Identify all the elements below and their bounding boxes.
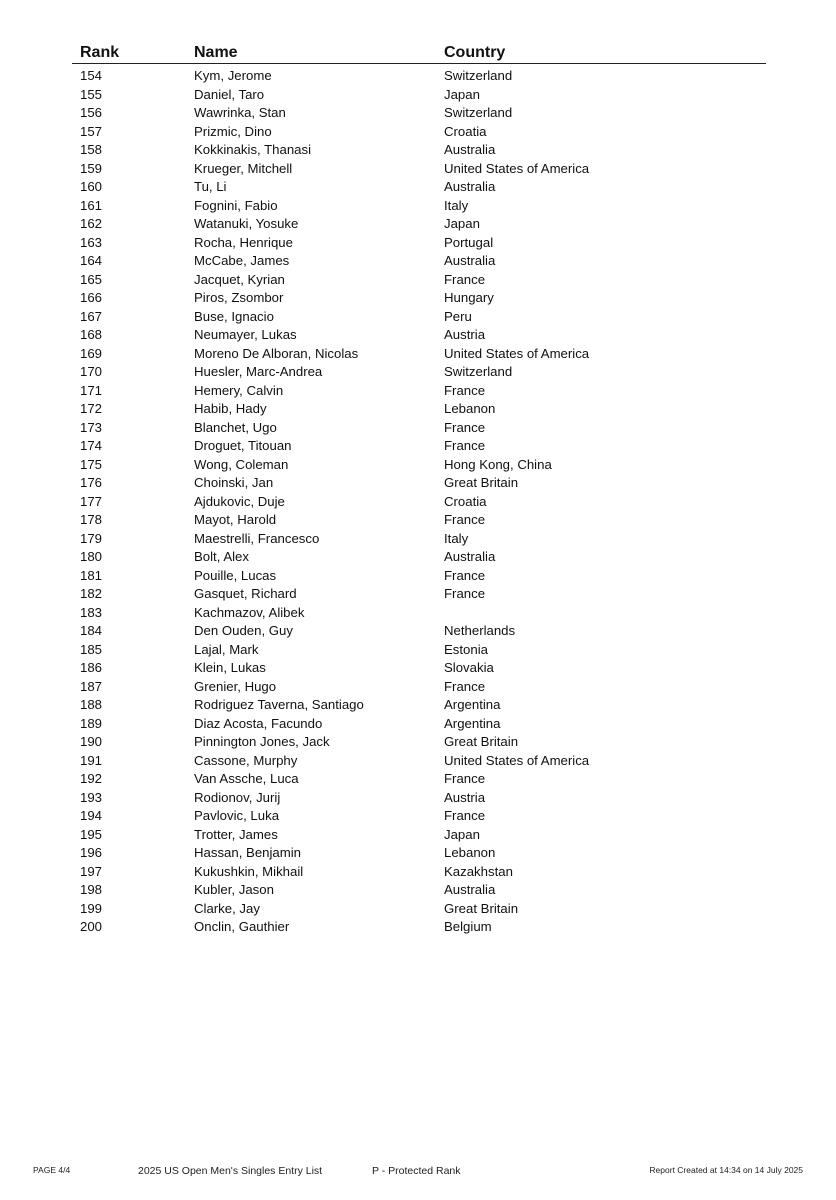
name-cell: Cassone, Murphy bbox=[194, 752, 298, 768]
rank-cell: 188 bbox=[80, 697, 103, 712]
name-cell: Kukushkin, Mikhail bbox=[194, 863, 304, 879]
table-row bbox=[72, 141, 766, 160]
table-row bbox=[72, 271, 766, 290]
country-cell: Japan bbox=[444, 826, 480, 842]
rank-cell: 174 bbox=[80, 438, 103, 453]
table-row bbox=[72, 770, 766, 789]
table-row bbox=[72, 678, 766, 697]
table-row bbox=[72, 511, 766, 530]
rank-cell: 184 bbox=[80, 623, 103, 638]
rank-cell: 164 bbox=[80, 253, 103, 268]
rank-cell: 159 bbox=[80, 160, 103, 176]
country-cell: Argentina bbox=[444, 715, 501, 731]
table-row bbox=[72, 178, 766, 197]
country-cell: Hong Kong, China bbox=[444, 456, 552, 472]
rank-cell: 169 bbox=[80, 345, 103, 361]
table-row bbox=[72, 604, 766, 623]
rank-cell: 154 bbox=[80, 68, 103, 83]
table-row bbox=[72, 308, 766, 327]
name-cell: Diaz Acosta, Facundo bbox=[194, 715, 323, 731]
country-cell: Lebanon bbox=[444, 401, 496, 416]
table-row bbox=[72, 918, 766, 937]
name-cell: Van Assche, Luca bbox=[194, 771, 299, 786]
table-row bbox=[72, 234, 766, 253]
country-cell: Estonia bbox=[444, 641, 488, 657]
country-cell: Italy bbox=[444, 197, 469, 213]
column-header-country: Country bbox=[444, 44, 506, 61]
table-row bbox=[72, 400, 766, 419]
rank-cell: 157 bbox=[80, 123, 103, 139]
column-header-rank: Rank bbox=[80, 44, 120, 61]
rank-cell: 180 bbox=[80, 549, 103, 564]
table-row bbox=[72, 715, 766, 734]
rank-cell: 191 bbox=[80, 752, 103, 768]
country-cell: France bbox=[444, 771, 486, 786]
country-cell: Croatia bbox=[444, 123, 487, 139]
name-cell: Jacquet, Kyrian bbox=[194, 271, 285, 287]
country-cell: Slovakia bbox=[444, 660, 494, 675]
rank-cell: 156 bbox=[80, 105, 103, 120]
table-row bbox=[72, 863, 766, 882]
table-row bbox=[72, 641, 766, 660]
country-cell: Hungary bbox=[444, 290, 494, 305]
name-cell: Den Ouden, Guy bbox=[194, 623, 293, 638]
name-cell: Fognini, Fabio bbox=[194, 197, 278, 213]
table-row bbox=[72, 881, 766, 900]
name-cell: Ajdukovic, Duje bbox=[194, 493, 285, 509]
report-created-timestamp: Report Created at 14:34 on 14 July 2025 bbox=[649, 1165, 803, 1175]
country-cell: Italy bbox=[444, 530, 469, 546]
table-row bbox=[72, 86, 766, 105]
country-cell: France bbox=[444, 678, 486, 694]
name-cell: Kym, Jerome bbox=[194, 68, 272, 83]
rank-cell: 198 bbox=[80, 882, 103, 897]
country-cell: Japan bbox=[444, 86, 480, 102]
table-row bbox=[72, 456, 766, 475]
country-cell: France bbox=[444, 382, 486, 398]
rank-cell: 171 bbox=[80, 382, 103, 398]
name-cell: Rodriguez Taverna, Santiago bbox=[194, 697, 364, 712]
rank-cell: 161 bbox=[80, 197, 103, 213]
table-row bbox=[72, 363, 766, 382]
name-cell: Pouille, Lucas bbox=[194, 567, 277, 583]
report-title: 2025 US Open Men's Singles Entry List bbox=[138, 1165, 323, 1177]
table-header bbox=[72, 42, 766, 64]
name-cell: Tu, Li bbox=[194, 179, 227, 194]
rank-cell: 170 bbox=[80, 364, 103, 379]
name-cell: Blanchet, Ugo bbox=[194, 419, 277, 435]
country-cell: Switzerland bbox=[444, 364, 513, 379]
table-row bbox=[72, 382, 766, 401]
table-row bbox=[72, 789, 766, 808]
name-cell: Onclin, Gauthier bbox=[194, 919, 290, 934]
name-cell: Gasquet, Richard bbox=[194, 586, 297, 601]
rank-cell: 176 bbox=[80, 475, 103, 490]
country-cell: Austria bbox=[444, 327, 486, 342]
rank-cell: 186 bbox=[80, 660, 103, 675]
rank-cell: 199 bbox=[80, 900, 103, 916]
name-cell: Grenier, Hugo bbox=[194, 678, 277, 694]
rank-cell: 177 bbox=[80, 493, 103, 509]
table-row bbox=[72, 215, 766, 234]
rank-cell: 165 bbox=[80, 271, 103, 287]
name-cell: Droguet, Titouan bbox=[194, 438, 292, 453]
rank-cell: 167 bbox=[80, 308, 103, 324]
rank-cell: 181 bbox=[80, 567, 103, 583]
name-cell: Neumayer, Lukas bbox=[194, 327, 297, 342]
rank-cell: 196 bbox=[80, 845, 103, 860]
country-cell: Australia bbox=[444, 549, 496, 564]
rank-cell: 195 bbox=[80, 826, 103, 842]
name-cell: Wong, Coleman bbox=[194, 456, 289, 472]
country-cell: United States of America bbox=[444, 345, 590, 361]
name-cell: Hemery, Calvin bbox=[194, 382, 284, 398]
country-cell: Peru bbox=[444, 308, 472, 324]
name-cell: Rocha, Henrique bbox=[194, 234, 293, 250]
country-cell: Australia bbox=[444, 882, 496, 897]
name-cell: Habib, Hady bbox=[194, 401, 267, 416]
name-cell: Krueger, Mitchell bbox=[194, 160, 293, 176]
table-row bbox=[72, 419, 766, 438]
rank-cell: 194 bbox=[80, 808, 103, 823]
rank-cell: 187 bbox=[80, 678, 103, 694]
table-row bbox=[72, 567, 766, 586]
country-cell: Lebanon bbox=[444, 845, 496, 860]
page-number: PAGE 4/4 bbox=[33, 1165, 71, 1175]
rank-cell: 197 bbox=[80, 863, 103, 879]
table-row bbox=[72, 844, 766, 863]
rank-cell: 155 bbox=[80, 86, 103, 102]
rank-cell: 160 bbox=[80, 179, 103, 194]
name-cell: Wawrinka, Stan bbox=[194, 105, 286, 120]
rank-cell: 163 bbox=[80, 234, 103, 250]
name-cell: Kachmazov, Alibek bbox=[194, 604, 305, 620]
name-cell: Watanuki, Yosuke bbox=[194, 216, 299, 231]
table-row bbox=[72, 67, 766, 86]
country-cell: Netherlands bbox=[444, 623, 516, 638]
country-cell: Great Britain bbox=[444, 900, 519, 916]
page-footer bbox=[0, 1165, 836, 1181]
rank-cell: 189 bbox=[80, 715, 103, 731]
table-row bbox=[72, 548, 766, 567]
country-cell: Australia bbox=[444, 179, 496, 194]
rank-cell: 193 bbox=[80, 789, 103, 805]
country-cell: Austria bbox=[444, 789, 486, 805]
rank-cell: 173 bbox=[80, 419, 103, 435]
name-cell: Pinnington Jones, Jack bbox=[194, 734, 330, 749]
country-cell: Great Britain bbox=[444, 734, 519, 749]
protected-rank-legend: P - Protected Rank bbox=[372, 1165, 461, 1177]
table-row bbox=[72, 104, 766, 123]
rank-cell: 162 bbox=[80, 216, 103, 231]
column-header-name: Name bbox=[194, 44, 238, 61]
name-cell: McCabe, James bbox=[194, 253, 290, 268]
country-cell: United States of America bbox=[444, 752, 590, 768]
name-cell: Mayot, Harold bbox=[194, 512, 277, 527]
rank-cell: 182 bbox=[80, 586, 103, 601]
table-row bbox=[72, 530, 766, 549]
country-cell: France bbox=[444, 567, 486, 583]
name-cell: Kokkinakis, Thanasi bbox=[194, 142, 312, 157]
entry-table-body bbox=[72, 67, 766, 937]
country-cell: Belgium bbox=[444, 919, 492, 934]
country-cell: Great Britain bbox=[444, 475, 519, 490]
table-row bbox=[72, 807, 766, 826]
name-cell: Clarke, Jay bbox=[194, 900, 260, 916]
rank-cell: 185 bbox=[80, 641, 103, 657]
table-row bbox=[72, 437, 766, 456]
table-row bbox=[72, 900, 766, 919]
name-cell: Trotter, James bbox=[194, 826, 278, 842]
table-row bbox=[72, 622, 766, 641]
country-cell: France bbox=[444, 271, 486, 287]
rank-cell: 192 bbox=[80, 771, 103, 786]
table-row bbox=[72, 733, 766, 752]
rank-cell: 178 bbox=[80, 512, 103, 527]
name-cell: Piros, Zsombor bbox=[194, 290, 284, 305]
name-cell: Prizmic, Dino bbox=[194, 123, 272, 139]
country-cell: France bbox=[444, 438, 486, 453]
rank-cell: 172 bbox=[80, 401, 103, 416]
country-cell: France bbox=[444, 808, 486, 823]
country-cell: Australia bbox=[444, 142, 496, 157]
country-cell: France bbox=[444, 512, 486, 527]
name-cell: Buse, Ignacio bbox=[194, 308, 274, 324]
table-row bbox=[72, 345, 766, 364]
name-cell: Choinski, Jan bbox=[194, 475, 274, 490]
table-row bbox=[72, 659, 766, 678]
country-cell: Croatia bbox=[444, 493, 487, 509]
country-cell: Kazakhstan bbox=[444, 863, 513, 879]
rank-cell: 158 bbox=[80, 142, 103, 157]
table-row bbox=[72, 289, 766, 308]
country-cell: France bbox=[444, 419, 486, 435]
rank-cell: 166 bbox=[80, 290, 103, 305]
country-cell: Switzerland bbox=[444, 105, 513, 120]
name-cell: Daniel, Taro bbox=[194, 86, 265, 102]
table-row bbox=[72, 585, 766, 604]
table-row bbox=[72, 474, 766, 493]
table-row bbox=[72, 752, 766, 771]
name-cell: Moreno De Alboran, Nicolas bbox=[194, 345, 359, 361]
name-cell: Bolt, Alex bbox=[194, 549, 249, 564]
name-cell: Maestrelli, Francesco bbox=[194, 530, 320, 546]
rank-cell: 200 bbox=[80, 919, 103, 934]
country-cell: Japan bbox=[444, 216, 480, 231]
table-row bbox=[72, 493, 766, 512]
table-row bbox=[72, 123, 766, 142]
rank-cell: 179 bbox=[80, 530, 103, 546]
table-row bbox=[72, 197, 766, 216]
name-cell: Pavlovic, Luka bbox=[194, 808, 280, 823]
rank-cell: 183 bbox=[80, 604, 103, 620]
country-cell: France bbox=[444, 586, 486, 601]
rank-cell: 175 bbox=[80, 456, 103, 472]
name-cell: Rodionov, Jurij bbox=[194, 789, 281, 805]
name-cell: Hassan, Benjamin bbox=[194, 845, 302, 860]
name-cell: Klein, Lukas bbox=[194, 660, 266, 675]
table-row bbox=[72, 160, 766, 179]
name-cell: Huesler, Marc-Andrea bbox=[194, 364, 323, 379]
rank-cell: 190 bbox=[80, 734, 103, 749]
rank-cell: 168 bbox=[80, 327, 103, 342]
country-cell: Australia bbox=[444, 253, 496, 268]
country-cell: Argentina bbox=[444, 697, 501, 712]
table-row bbox=[72, 326, 766, 345]
name-cell: Kubler, Jason bbox=[194, 882, 274, 897]
table-row bbox=[72, 252, 766, 271]
table-row bbox=[72, 826, 766, 845]
country-cell: United States of America bbox=[444, 160, 590, 176]
name-cell: Lajal, Mark bbox=[194, 641, 259, 657]
country-cell: Switzerland bbox=[444, 68, 513, 83]
table-row bbox=[72, 696, 766, 715]
country-cell: Portugal bbox=[444, 234, 494, 250]
